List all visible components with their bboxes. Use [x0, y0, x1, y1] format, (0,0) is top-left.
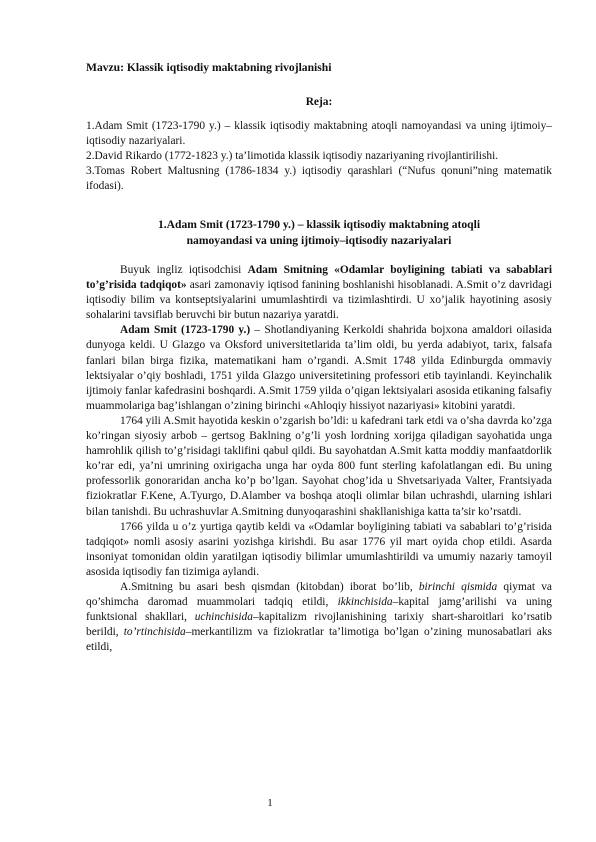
paragraph-text: –kapitalizm rivojlanishining tarixiy shart-sharoitlari ko’rsatib berildi,: [86, 611, 552, 639]
paragraph-text: qiymat va qo’shimcha daromad muammolari tadqiq etildi,: [86, 580, 552, 609]
paragraph: [86, 580, 552, 655]
emphasis: to’rtinchisida: [123, 626, 186, 639]
page-number: 1: [267, 797, 273, 809]
emphasis: uchinchisida: [194, 611, 253, 624]
paragraph-text: –kapital jamg’arilishi va uning funktsional shakllari,: [86, 596, 552, 624]
section-heading-line: 1.Adam Smit (1723-1790 y.) – klassik iqtisodiy maktabning atoqli: [157, 218, 481, 231]
section-heading-line: namoyandasi va uning ijtimoiy–iqtisodiy nazariyalari: [186, 234, 452, 247]
plan-list: [86, 119, 552, 194]
plan-item: 2.David Rikardo (1772-1823 y.) ta’limotida klassik iqtisodiy nazariyaning rivojlantirilishi.: [86, 150, 499, 163]
person-name: Adam Smit (1723-1790 y.): [120, 324, 251, 337]
paragraph-text: Buyuk ingliz iqtisodchisi: [120, 264, 248, 276]
emphasis: ikkinchisida: [337, 596, 393, 609]
paragraph: 1766 yilda u o’z yurtiga qaytib keldi va «Odamlar boyligining tabiati va sabablari to’g’risida tadqiqot» nomli asosiy asarini yozishga kirishdi. Bu asar 1776 yil mart oyida chop etildi. Asarda insoniyat tomonidan oldin yaratilgan iqtisodiy bilimlar umumlashtirildi va umumiy nazariy tamoyil asosida iqtisodiy fan tizimiga aylandi.: [86, 520, 552, 578]
paragraph: [86, 323, 552, 414]
plan-title: Reja:: [305, 96, 333, 108]
paragraph: [86, 263, 552, 323]
paragraph-text: A.Smitning bu asari besh qismdan (kitobdan) iborat bo’lib,: [120, 580, 419, 593]
plan-item: 3.Tomas Robert Maltusning (1786-1834 y.) iqtisodiy qarashlari (“Nufus qonuni”ning matematik ifodasi).: [86, 165, 552, 193]
paragraph: 1764 yili A.Smit hayotida keskin o’zgarish bo’ldi: u kafedrani tark etdi va o’sha davrda ko’zga ko’ringan siyosiy arbob – gertsog Baklning o’g’li yosh lordning xorijga qiladigan sayohatida unga hamrohlik qilish to’g’risidagi taklifini qabul qildi. Bu sayohatdan A.Smit katta moddiy manfaatdorlik ko’rar edi, ya’ni umrining oxirigacha unga har oyda 800 funt sterling kafolatlangan edi. Bu uning professorlik gonoraridan ancha ko’p bo’lgan. Sayohat chog’ida u Shvetsariyada Valter, Frantsiyada fiziokratlar F.Kene, A.Tyurgo, D.Alamber va boshqa atoqli olimlar bilan uchrashdi, ularning ishlari bilan tanishdi. Bu uchrashuvlar A.Smitning dunyoqarashini shakllanishiga katta ta’sir ko’rsatdi.: [86, 414, 552, 518]
paragraph-text: – Shotlandiyaning Kerkoldi shahrida bojxona amaldori oilasida dunyoga keldi. U Glazgo va Oksford universitetlarida ta’lim oldi, bu yerda adabiyot, tarix, falsafa fanlari bilan birga fizika, matematikani ham o’rgandi. A.Smit 1748 yilda Edinburgda ommaviy lektsiyalar o’qiy boshladi, 1751 yilda Glazgo universitetining professori etib tayinlandi. Keyinchalik ijtimoiy fanlar kafedrasini boshqardi. A.Smit 1759 yilda o’qigan lektsiyalari asosida etikaning falsafiy muammolariga bag’ishlangan o’zining birinchi «Ahloqiy hissiyot nazariyasi» kitobini yaratdi.: [86, 324, 552, 412]
section-heading: [86, 217, 552, 249]
topic-title: Mavzu: Klassik iqtisodiy maktabning rivojlanishi: [86, 61, 332, 74]
plan-item: 1.Adam Smit (1723-1790 y.) – klassik iqtisodiy maktabning atoqli namoyandasi va uning ijtimoiy–iqtisodiy nazariyalari.: [86, 120, 552, 148]
book-title: Adam Smitning «Odamlar boyligining tabiati va sabablari to’g’risida tadqiqot»: [86, 264, 553, 292]
emphasis: birinchi qismida: [418, 580, 498, 593]
paragraph-text: –merkantilizm va fiziokratlar ta’limotiga bo’lgan o’zining munosabatlari aks etildi,: [86, 626, 552, 654]
body-text: [86, 263, 552, 655]
paragraph-text: asari zamonaviy iqtisod fanining boshlanishi hisoblanadi. A.Smit o’z davridagi iqtisodiy bilim va kontseptsiyalarini umumlashtirdi va tizimlashtirdi. U xo’jalik hayotining asosiy sohalarini tavsiflab beruvchi bir butun nazariya yaratdi.: [86, 279, 552, 322]
